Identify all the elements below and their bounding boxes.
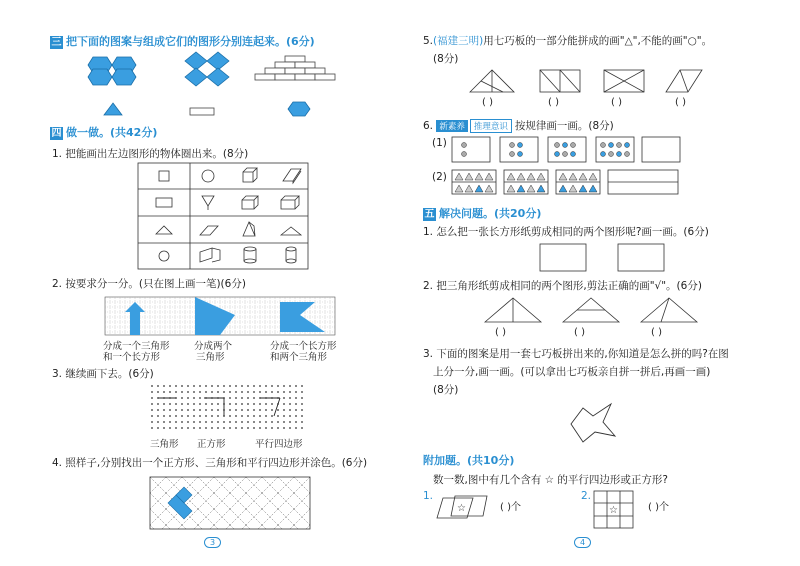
extra-1-figure (433, 494, 491, 520)
q4-diagonal-grid[interactable] (150, 477, 310, 529)
q6-tag-new-literacy: 新素养 (436, 120, 468, 132)
hexagon-shape[interactable] (288, 101, 312, 117)
section-5-number: 五 (424, 209, 435, 220)
extra-1-answer[interactable]: ( )个 (500, 502, 521, 513)
q2-grid[interactable] (105, 297, 335, 335)
q5-text (423, 33, 712, 48)
q4-text: 4. 照样子,分别找出一个正方形、三角形和平行四边形并涂色。(6分) (52, 457, 368, 469)
q3-text: 3. 继续画下去。(6分) (52, 368, 154, 380)
q5-body: 用七巧板的一部分能拼成的画"△",不能的画"○"。 (483, 35, 713, 47)
section-3-number: 三 (51, 37, 62, 48)
q2-label-3a: 分成一个长方形 (270, 341, 337, 352)
q6-row2-boxes[interactable] (452, 170, 682, 196)
p1-text: 1. 怎么把一张长方形纸剪成相同的两个图形呢?画一画。(6分) (423, 226, 709, 238)
extra-1-label: 1. (423, 490, 434, 502)
extra-text: 数一数,图中有几个含有 ☆ 的平行四边形或正方形? (433, 474, 668, 486)
p3-line-1: 3. 下面的图案是用一套七巧板拼出来的,你知道是怎么拼的吗?在图 (423, 348, 729, 360)
p3-line-2: 上分一分,画一画。(可以拿出七巧板亲自拼一拼后,再画一画) (433, 366, 711, 378)
star-icon: ☆ (609, 505, 618, 516)
right-page-number: 4 (574, 537, 591, 548)
p1-rectangles[interactable] (540, 243, 670, 273)
p2-text: 2. 把三角形纸剪成相同的两个图形,剪法正确的画"√"。(6分) (423, 280, 702, 292)
q6-body: 按规律画一画。(8分) (514, 120, 614, 132)
q5-source: (福建三明) (433, 35, 484, 47)
star-icon: ☆ (457, 503, 466, 514)
extra-2-label: 2. (581, 490, 592, 502)
right-page (400, 0, 800, 566)
q5-score: (8分) (433, 53, 459, 65)
p2-triangles[interactable] (485, 296, 705, 324)
extra-2-answer[interactable]: ( )个 (648, 502, 669, 513)
q6-row1-boxes[interactable] (452, 136, 682, 164)
triangle-shape[interactable] (104, 103, 122, 117)
p2-answer-2[interactable]: ( ) (574, 327, 585, 338)
q5-answer-2[interactable]: ( ) (548, 97, 559, 108)
brick-pyramid-pattern[interactable] (255, 55, 335, 81)
q3-label-square: 正方形 (197, 439, 226, 450)
section-4-text: 做一做。(共42分) (66, 126, 158, 139)
tangram-fish[interactable] (565, 402, 621, 444)
p3-score: (8分) (433, 384, 459, 396)
q6-text (423, 118, 614, 133)
q2-text: 2. 按要求分一分。(只在图上画一笔)(6分) (52, 278, 246, 290)
q5-answer-4[interactable]: ( ) (675, 97, 686, 108)
q5-shapes (470, 70, 700, 94)
q2-label-2a: 分成两个 (194, 341, 233, 352)
section-3-title (50, 33, 315, 49)
q3-label-parallelogram: 平行四边形 (255, 439, 303, 450)
q2-label-3b: 和两个三角形 (270, 352, 328, 363)
rectangle-shape[interactable] (190, 107, 216, 117)
p2-answer-1[interactable]: ( ) (495, 327, 506, 338)
section-5-text: 解决问题。(共20分) (439, 207, 542, 220)
q2-label-1a: 分成一个三角形 (103, 341, 170, 352)
section-4-number: 四 (51, 128, 62, 139)
q6-prefix: 6. (423, 120, 434, 132)
q6-row2-label: (2) (432, 171, 447, 183)
q2-label-1b: 和一个长方形 (103, 352, 161, 363)
section-3-text: 把下面的图案与组成它们的图形分别连起来。(6分) (66, 35, 315, 48)
p2-answer-3[interactable]: ( ) (651, 327, 662, 338)
q5-answer-1[interactable]: ( ) (482, 97, 493, 108)
section-4-title (50, 124, 157, 140)
q6-row1-label: (1) (432, 137, 447, 149)
q1-text: 1. 把能画出左边图形的物体圈出来。(8分) (52, 148, 249, 160)
extra-2-grid (593, 490, 635, 530)
extra-title: 附加题。(共10分) (423, 454, 515, 467)
hexagon-pattern[interactable] (88, 55, 138, 85)
q2-label-2b: 三角形 (196, 352, 225, 363)
q5-prefix: 5. (423, 35, 434, 47)
left-page-number: 3 (204, 537, 221, 548)
q3-label-triangle: 三角形 (150, 439, 179, 450)
q5-answer-3[interactable]: ( ) (611, 97, 622, 108)
dot-grid[interactable] (150, 384, 305, 432)
q6-tag-reasoning: 推理意识 (470, 119, 512, 133)
object-table (138, 163, 308, 269)
section-5-title (423, 205, 541, 221)
diamond-pattern[interactable] (185, 52, 231, 86)
